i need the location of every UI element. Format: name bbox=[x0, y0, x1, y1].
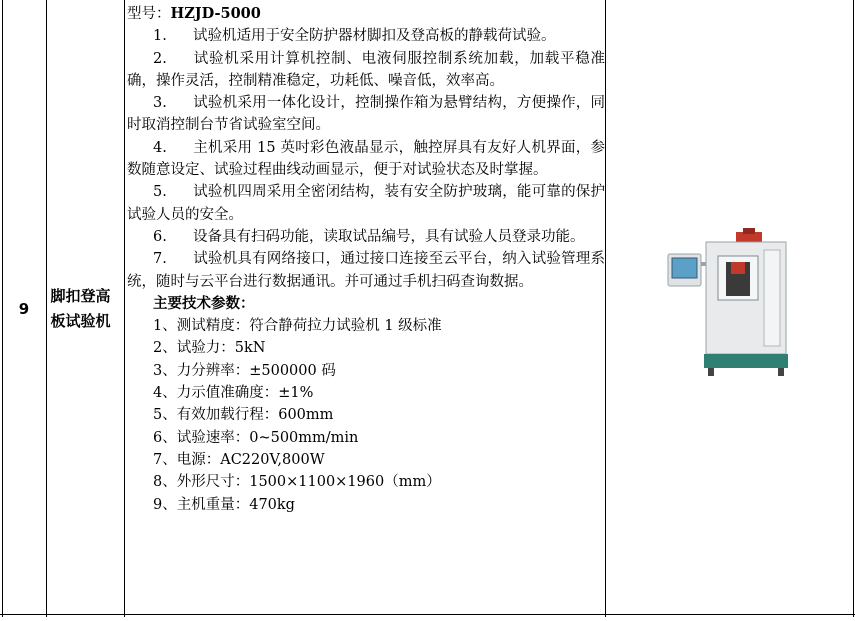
feature-item bbox=[127, 48, 605, 93]
params-title: 主要技术参数： bbox=[153, 295, 255, 312]
feature-item bbox=[127, 248, 605, 293]
description-cell bbox=[127, 3, 605, 516]
param-item: 5、有效加载行程：600mm bbox=[153, 407, 334, 424]
param-item: 3、力分辨率：±500000 码 bbox=[153, 362, 336, 379]
param-item: 1、测试精度：符合静荷拉力试验机 1 级标准 bbox=[153, 318, 442, 335]
feature-number: 1. bbox=[153, 28, 167, 45]
feature-text: 设备具有扫码功能，读取试品编号，具有试验人员登录功能。 bbox=[193, 228, 585, 245]
param-list bbox=[127, 315, 605, 516]
feature-item bbox=[127, 25, 605, 47]
model-label: 型号： bbox=[127, 6, 171, 22]
feature-text: 试验机适用于安全防护器材脚扣及登高板的静载荷试验。 bbox=[193, 28, 556, 45]
feature-list bbox=[127, 25, 605, 293]
feature-number: 7. bbox=[153, 251, 167, 268]
feature-number: 6. bbox=[153, 228, 167, 245]
feature-item bbox=[127, 226, 605, 248]
model-line bbox=[127, 3, 605, 25]
row-number: 9 bbox=[18, 299, 30, 318]
feature-number: 5. bbox=[153, 184, 167, 201]
feature-number: 2. bbox=[153, 50, 167, 67]
feature-item bbox=[127, 137, 605, 182]
equipment-image-cell bbox=[606, 0, 855, 617]
feature-number: 4. bbox=[153, 139, 167, 156]
model-value: HZJD-5000 bbox=[170, 5, 261, 22]
feature-text: 试验机采用一体化设计，控制操作箱为悬臂结构，方便操作，同时取消控制台节省试验室空间。 bbox=[127, 95, 605, 134]
param-item: 8、外形尺寸：1500×1100×1960（mm） bbox=[153, 474, 441, 491]
feature-item bbox=[127, 92, 605, 137]
param-item: 7、电源：AC220V,800W bbox=[153, 451, 325, 468]
param-item: 9、主机重量：470kg bbox=[153, 496, 295, 513]
feature-text: 试验机具有网络接口，通过接口连接至云平台，纳入试验管理系统，随时与云平台进行数据通讯。并可通过手机扫码查询数据。 bbox=[127, 251, 605, 290]
table-divider bbox=[124, 0, 125, 617]
test-machine-image bbox=[606, 0, 855, 617]
feature-text: 试验机四周采用全密闭结构，装有安全防护玻璃，能可靠的保护试验人员的安全。 bbox=[127, 184, 605, 223]
param-item: 6、试验速率：0~500mm/min bbox=[153, 429, 359, 446]
equipment-name: 脚扣登高板试验机 bbox=[50, 286, 111, 330]
param-item: 4、力示值准确度：±1% bbox=[153, 385, 314, 402]
feature-item bbox=[127, 181, 605, 226]
feature-text: 主机采用 15 英吋彩色液晶显示，触控屏具有友好人机界面，参数随意设定、试验过程曲线动画显示，便于对试验状态及时掌握。 bbox=[127, 139, 605, 179]
equipment-name-cell bbox=[47, 0, 124, 617]
param-item: 2、试验力：5kN bbox=[153, 340, 266, 357]
feature-number: 3. bbox=[153, 95, 167, 112]
row-number-cell bbox=[2, 0, 46, 617]
feature-text: 试验机采用计算机控制、电液伺服控制系统加载，加载平稳准确，操作灵活，控制精准稳定，功耗低、噪音低，效率高。 bbox=[127, 50, 605, 89]
